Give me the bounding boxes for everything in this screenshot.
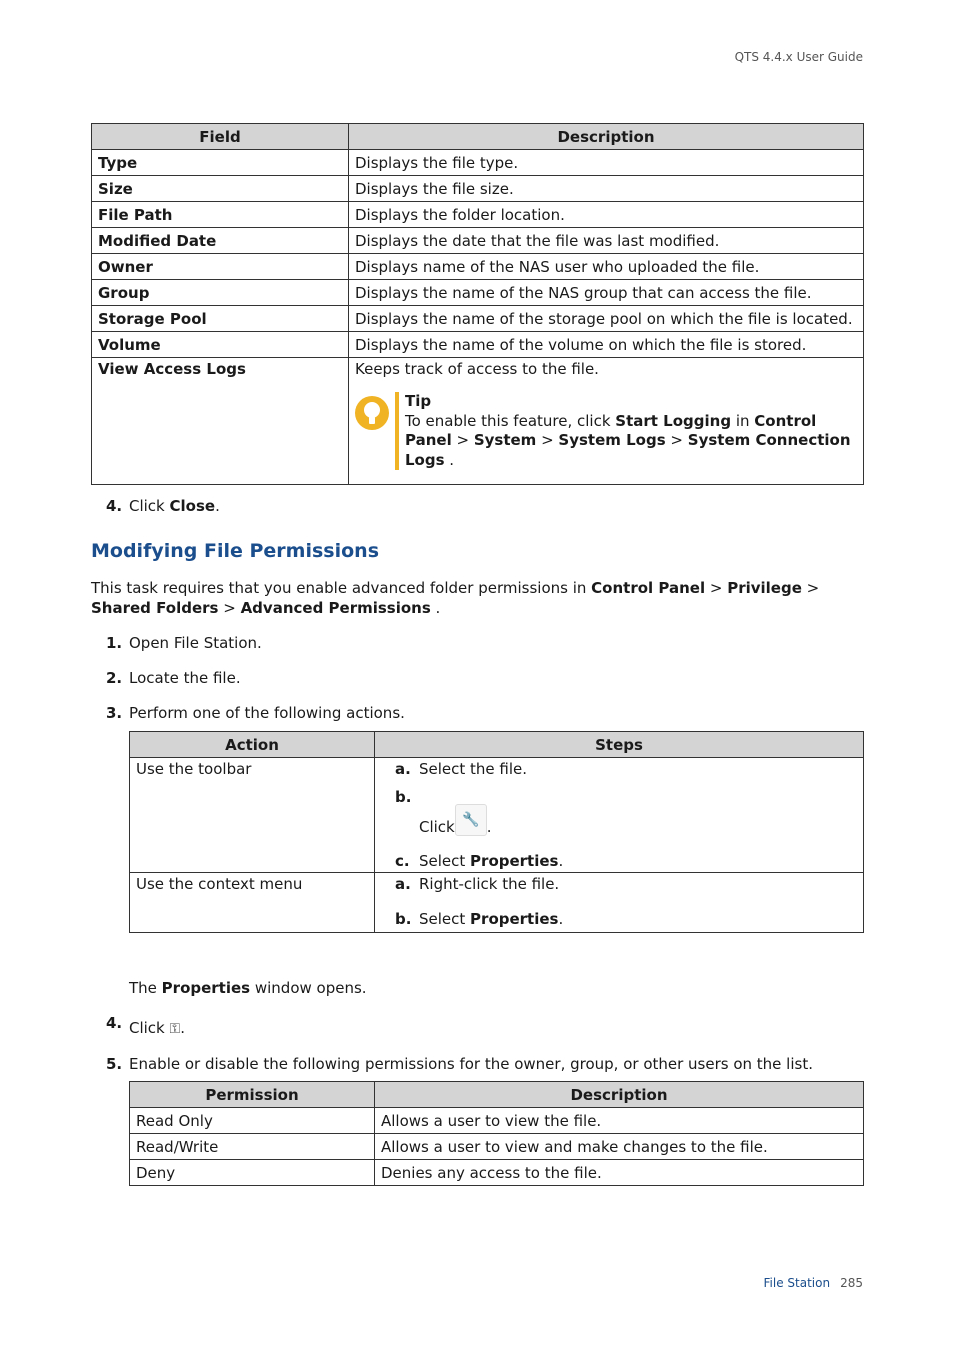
table-row [92,228,864,254]
desc-cell: Displays the folder location. [349,202,864,228]
sub-step-label: a. [395,760,411,778]
footer-section: File Station [763,1276,831,1290]
section-heading: Modifying File Permissions [91,540,379,562]
col-field: Field [92,124,349,150]
table-row [92,332,864,358]
desc-cell: Displays the file type. [349,150,864,176]
lightbulb-icon [355,396,389,430]
desc-cell: Denies any access to the file. [375,1160,864,1186]
col-steps: Steps [375,732,864,758]
table-row [92,150,864,176]
step-number: 4. [106,1014,123,1032]
action-cell: Use the context menu [130,873,375,933]
table-row [130,1134,864,1160]
permission-cell: Read/Write [130,1134,375,1160]
step-text-part: . [180,1019,185,1037]
desc-cell: Displays the name of the volume on which the file is stored. [349,332,864,358]
col-description: Description [375,1082,864,1108]
field-cell: File Path [92,202,349,228]
step-text: Perform one of the following actions. [129,704,405,722]
step-number: 5. [106,1055,123,1073]
running-header: QTS 4.4.x User Guide [734,50,863,64]
field-cell: Size [92,176,349,202]
step-text [129,1019,185,1037]
table-row [130,758,864,873]
desc-cell: Displays name of the NAS user who uploaded the file. [349,254,864,280]
key-icon[interactable]: ⚿ [169,1021,181,1037]
intro-paragraph [91,579,864,618]
tip-system-logs: System Logs [558,431,666,449]
col-action: Action [130,732,375,758]
desc-cell: Displays the name of the NAS group that can access the file. [349,280,864,306]
field-cell: Volume [92,332,349,358]
desc-cell: Displays the file size. [349,176,864,202]
properties-label: Properties [470,910,559,928]
desc-cell: Displays the name of the storage pool on which the file is located. [349,306,864,332]
sub-step-text: . [558,852,564,870]
sub-step-text: Select the file. [419,760,528,778]
desc-cell [349,358,864,485]
desc-cell: Displays the date that the file was last modified. [349,228,864,254]
sub-step [395,852,857,870]
permission-cell: Deny [130,1160,375,1186]
sub-step-label: b. [395,788,412,806]
file-info-table [91,123,864,485]
col-permission: Permission [130,1082,375,1108]
intro-separator: > [218,598,241,617]
properties-label: Properties [470,852,559,870]
properties-label: Properties [161,979,251,997]
step-text: Enable or disable the following permissions for the owner, group, or other users on the list. [129,1055,813,1073]
field-cell: Modified Date [92,228,349,254]
sub-step-text: Right-click the file. [419,875,560,893]
tip-separator: > [451,431,474,449]
table-row [92,202,864,228]
field-cell: Storage Pool [92,306,349,332]
sub-step-label: c. [395,852,410,870]
tip-text-part: To enable this feature, click [405,411,616,430]
tip-box [355,392,857,470]
step-number: 2. [106,669,123,687]
table-row [92,280,864,306]
table-row [92,176,864,202]
tip-text-part: . [444,450,455,469]
wrench-icon[interactable]: 🔧 [455,804,487,836]
sub-step-label: a. [395,875,411,893]
intro-separator: > [705,579,728,597]
step-text [129,497,220,515]
tip-start-logging: Start Logging [615,411,732,430]
tip-text [405,392,857,470]
page-footer [764,1276,863,1290]
tip-separator: > [665,431,688,449]
step-number: 4. [106,497,123,515]
intro-separator: > [801,579,820,597]
tip-separator: > [536,431,559,449]
intro-text: This task requires that you enable advanced folder permissions in [91,579,592,597]
table-row [92,254,864,280]
table-row [130,1108,864,1134]
table-row [92,306,864,332]
tip-title: Tip [405,392,432,410]
action-cell: Use the toolbar [130,758,375,873]
intro-control-panel: Control Panel [591,579,706,597]
field-cell: Owner [92,254,349,280]
sub-step [395,910,857,928]
step-text-part: Click [129,1019,165,1037]
sub-step [395,875,857,893]
actions-table [129,731,864,933]
field-cell: View Access Logs [92,358,349,485]
sub-step-text: Select [419,852,471,870]
result-text-part: The [129,979,162,997]
intro-shared-folders: Shared Folders [91,598,219,617]
result-text-part: window opens. [250,979,367,997]
tip-text-part: in [731,411,755,430]
step-text-part: . [215,497,220,515]
col-description: Description [349,124,864,150]
desc-cell: Allows a user to view the file. [375,1108,864,1134]
tip-system-connection-logs: System Connection Logs [405,431,851,469]
sub-step-text: . [558,910,564,928]
step-text-part: Click [129,497,170,515]
sub-step: b. Click 🔧 . [395,788,492,836]
step-text: Open File Station. [129,634,262,652]
close-label: Close [169,497,216,515]
intro-text: . [430,598,441,617]
tip-control-panel: Control Panel [405,411,817,449]
steps-cell [375,873,864,933]
desc-cell: Allows a user to view and make changes to the file. [375,1134,864,1160]
permission-cell: Read Only [130,1108,375,1134]
tip-system: System [473,431,537,449]
table-row [92,358,864,485]
table-row [130,873,864,933]
result-text [129,979,367,997]
desc-text: Keeps track of access to the file. [355,360,599,378]
page-number: 285 [840,1276,863,1290]
intro-privilege: Privilege [727,579,802,597]
permissions-table [129,1081,864,1186]
sub-step-text: Select [419,910,471,928]
steps-cell [375,758,864,873]
table-row [130,1160,864,1186]
intro-advanced-permissions: Advanced Permissions [240,598,431,617]
sub-step-text: Click [419,818,455,836]
tip-bar [395,392,399,470]
sub-step [395,760,857,778]
step-number: 3. [106,704,123,722]
step-text: Locate the file. [129,669,241,687]
field-cell: Group [92,280,349,306]
step-number: 1. [106,634,123,652]
sub-step-label: b. [395,910,412,928]
field-cell: Type [92,150,349,176]
